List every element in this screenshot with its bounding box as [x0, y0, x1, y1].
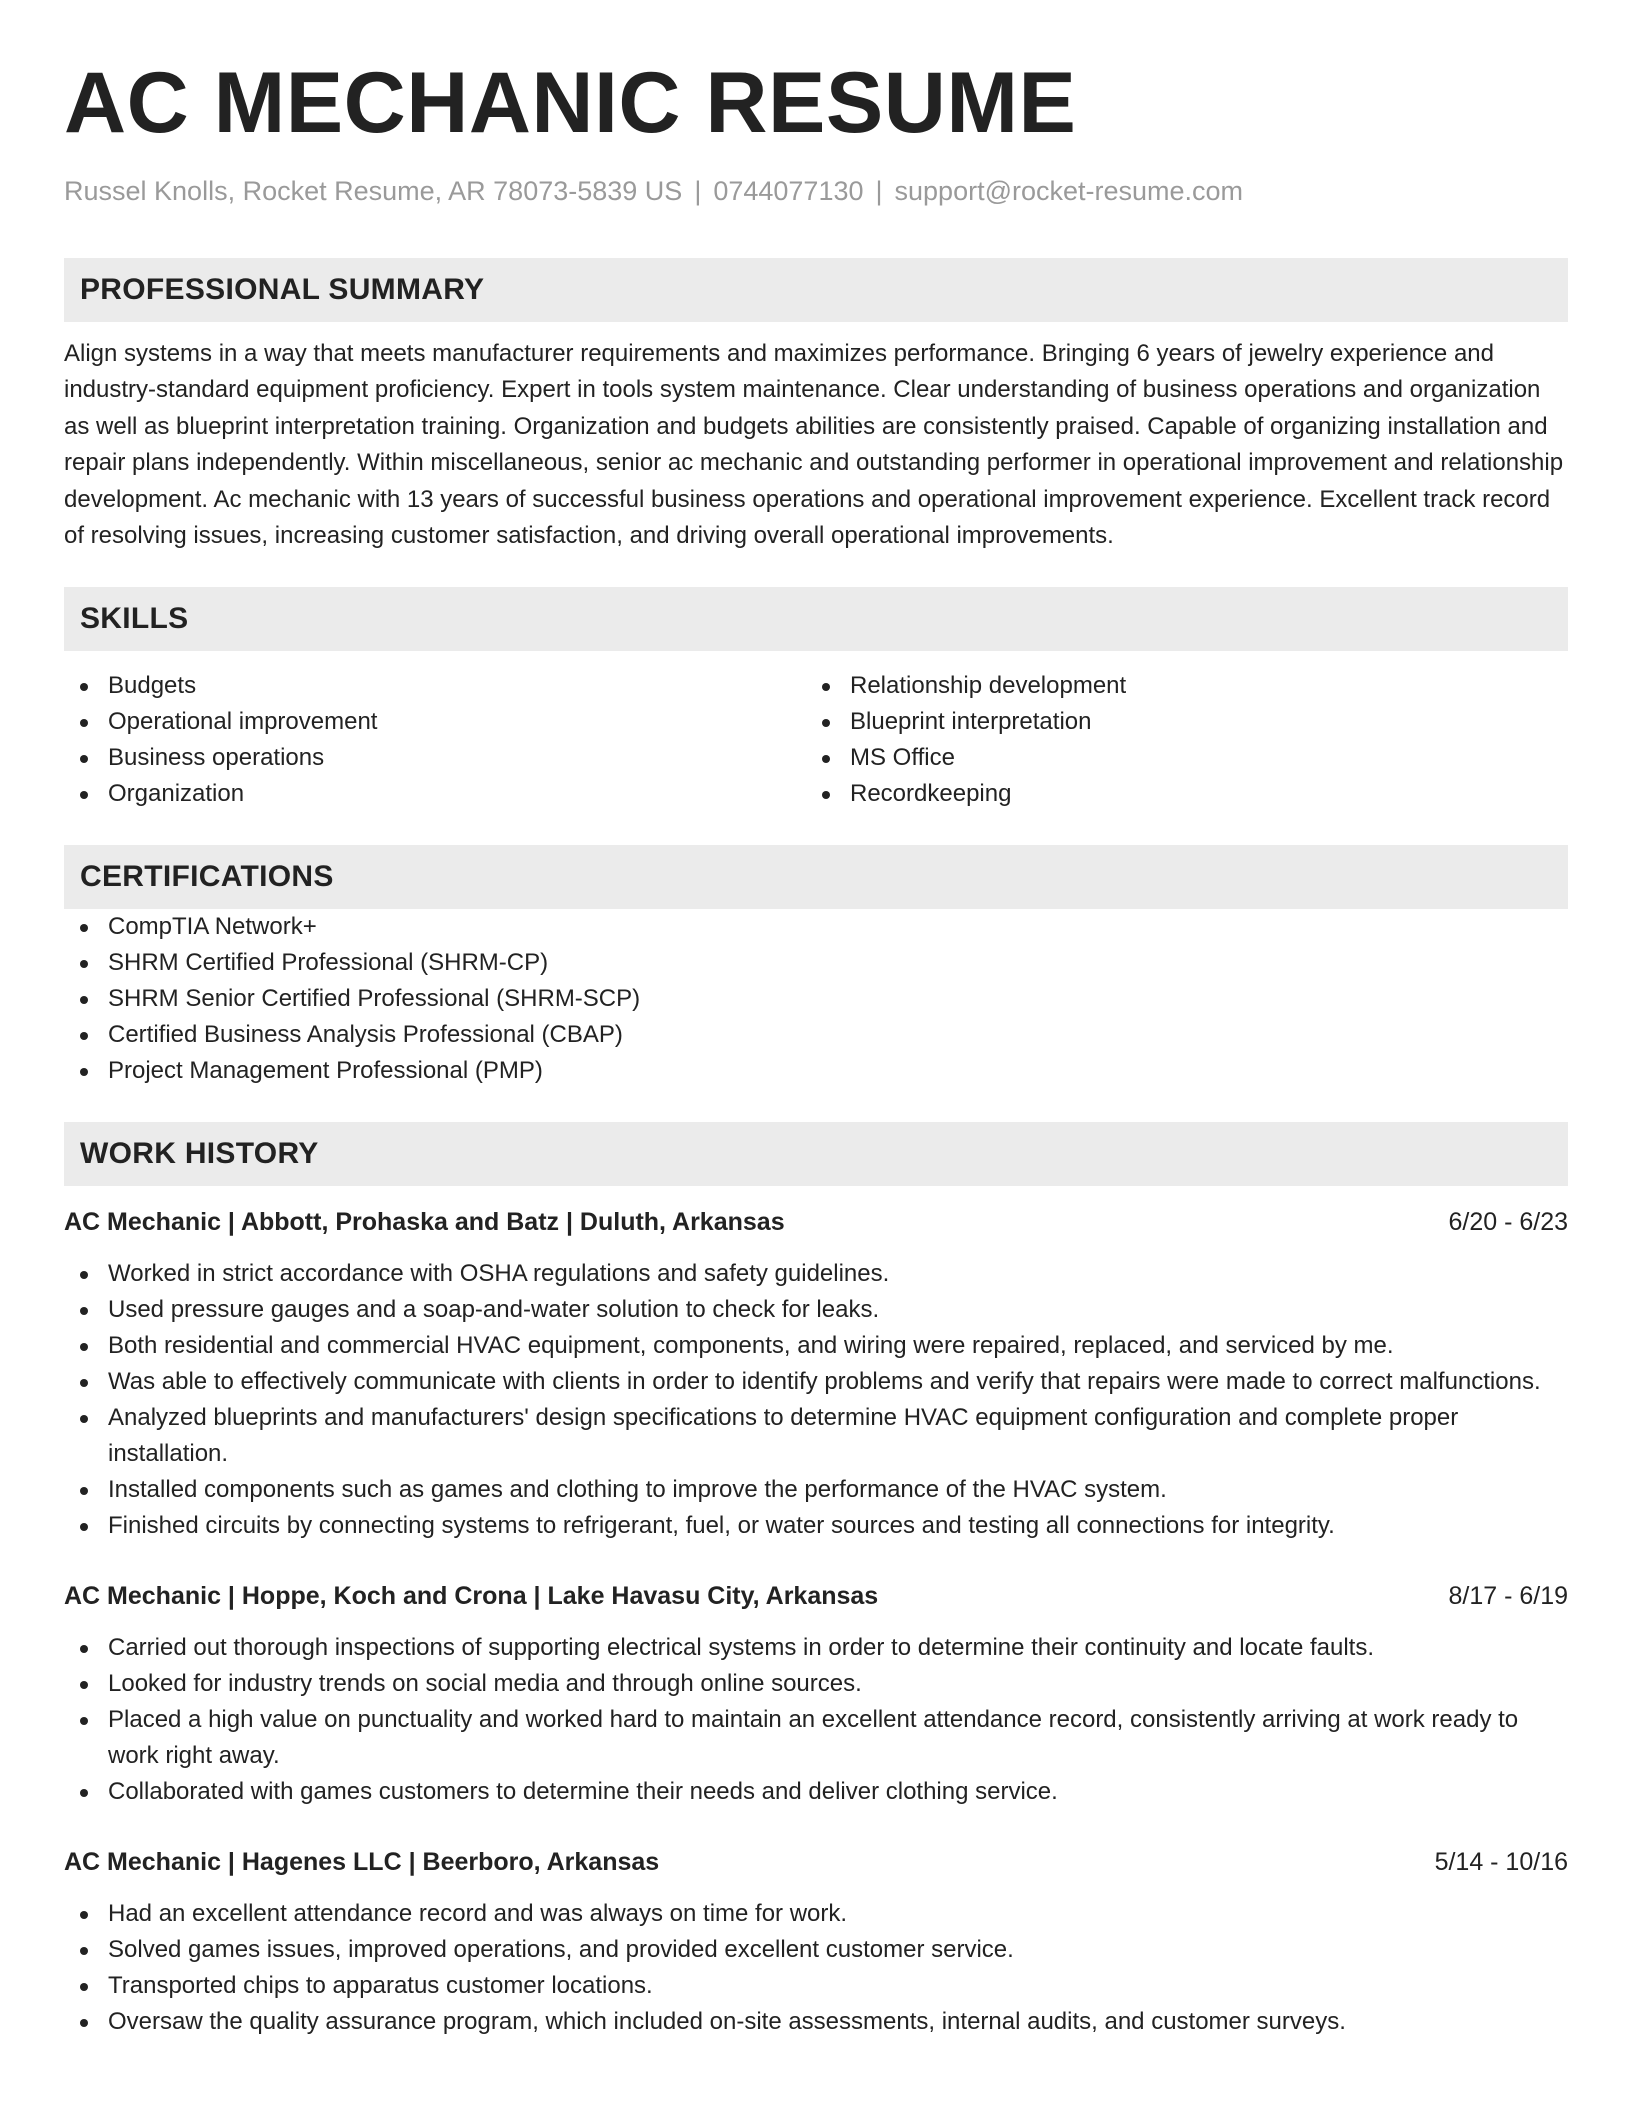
skills-column-right: [806, 668, 1548, 812]
skill-item: Business operations: [64, 740, 806, 776]
skill-item: Relationship development: [806, 668, 1548, 704]
resume-title: AC MECHANIC RESUME: [64, 55, 1077, 151]
job-bullet: Worked in strict accordance with OSHA regulations and safety guidelines.: [64, 1256, 1568, 1292]
job-bullet: Finished circuits by connecting systems to refrigerant, fuel, or water sources and testing all connections for integrity.: [64, 1508, 1568, 1544]
job-bullet: Transported chips to apparatus customer locations.: [64, 1968, 1568, 2004]
job-bullet: Installed components such as games and clothing to improve the performance of the HVAC system.: [64, 1472, 1568, 1508]
job-title: AC Mechanic | Hoppe, Koch and Crona | Lake Havasu City, Arkansas: [64, 1582, 879, 1611]
skill-item: Recordkeeping: [806, 776, 1548, 812]
job-entry: [64, 1204, 1568, 1544]
job-entry: [64, 1578, 1568, 1810]
contact-separator: |: [694, 175, 702, 206]
job-bullets: [64, 1896, 1568, 2040]
skills-grid: [64, 668, 1568, 812]
skills-column-left: [64, 668, 806, 812]
job-bullet: Looked for industry trends on social media and through online sources.: [64, 1666, 1568, 1702]
job-bullet: Collaborated with games customers to determine their needs and deliver clothing service.: [64, 1774, 1568, 1810]
job-entry: [64, 1844, 1568, 2040]
job-bullet: Carried out thorough inspections of supporting electrical systems in order to determine their continuity and locate faults.: [64, 1630, 1568, 1666]
contact-email: support@rocket-resume.com: [894, 175, 1244, 206]
skill-item: Operational improvement: [64, 704, 806, 740]
job-bullet: Placed a high value on punctuality and worked hard to maintain an excellent attendance record, consistently arriving at work ready to work right away.: [64, 1702, 1568, 1774]
certification-item: CompTIA Network+: [64, 909, 1568, 945]
skill-item: Blueprint interpretation: [806, 704, 1548, 740]
job-bullet: Solved games issues, improved operations, and provided excellent customer service.: [64, 1932, 1568, 1968]
job-bullet: Both residential and commercial HVAC equipment, components, and wiring were repaired, replaced, and serviced by me.: [64, 1328, 1568, 1364]
job-dates: 5/14 - 10/16: [1434, 1848, 1568, 1877]
contact-line: [64, 175, 1568, 207]
skill-item: MS Office: [806, 740, 1548, 776]
job-header: [64, 1204, 1568, 1240]
job-bullets: [64, 1256, 1568, 1544]
skills-heading: SKILLS: [64, 587, 1568, 651]
certification-item: Project Management Professional (PMP): [64, 1053, 1568, 1089]
summary-text: Align systems in a way that meets manufacturer requirements and maximizes performance. Bringing 6 years of jewelry experience and industry-standard equipment proficiency. Expert in tools system maintenance. Clear understanding of business operations and organization as well as blueprint interpretation training. Organization and budgets abilities are consistently praised. Capable of organizing installation and repair plans independently. Within miscellaneous, senior ac mechanic and outstanding performer in operational improvement and relationship development. Ac mechanic with 13 years of successful business operations and operational improvement experience. Excellent track record of resolving issues, increasing customer satisfaction, and driving overall operational improvements.: [64, 339, 1564, 550]
work-history-heading: WORK HISTORY: [64, 1122, 1568, 1186]
job-bullet: Was able to effectively communicate with clients in order to identify problems and verify that repairs were made to correct malfunctions.: [64, 1364, 1568, 1400]
certification-item: SHRM Certified Professional (SHRM-CP): [64, 945, 1568, 981]
job-bullet: Had an excellent attendance record and was always on time for work.: [64, 1896, 1568, 1932]
job-bullet: Used pressure gauges and a soap-and-water solution to check for leaks.: [64, 1292, 1568, 1328]
certification-item: Certified Business Analysis Professional (CBAP): [64, 1017, 1568, 1053]
skill-item: Organization: [64, 776, 806, 812]
summary-heading: PROFESSIONAL SUMMARY: [64, 258, 1568, 322]
job-bullets: [64, 1630, 1568, 1810]
job-dates: 6/20 - 6/23: [1448, 1208, 1568, 1237]
job-dates: 8/17 - 6/19: [1448, 1582, 1568, 1611]
job-title: AC Mechanic | Hagenes LLC | Beerboro, Arkansas: [64, 1848, 660, 1877]
certification-item: SHRM Senior Certified Professional (SHRM-SCP): [64, 981, 1568, 1017]
job-header: [64, 1844, 1568, 1880]
contact-address: Russel Knolls, Rocket Resume, AR 78073-5839 US: [64, 175, 683, 206]
contact-separator: |: [875, 175, 883, 206]
job-title: AC Mechanic | Abbott, Prohaska and Batz | Duluth, Arkansas: [64, 1208, 785, 1237]
job-bullet: Analyzed blueprints and manufacturers' design specifications to determine HVAC equipment configuration and complete proper installation.: [64, 1400, 1568, 1472]
job-bullet: Oversaw the quality assurance program, which included on-site assessments, internal audits, and customer surveys.: [64, 2004, 1568, 2040]
job-header: [64, 1578, 1568, 1614]
skill-item: Budgets: [64, 668, 806, 704]
contact-phone: 0744077130: [713, 175, 864, 206]
certifications-heading: CERTIFICATIONS: [64, 845, 1568, 909]
certifications-list: [64, 909, 1568, 1089]
